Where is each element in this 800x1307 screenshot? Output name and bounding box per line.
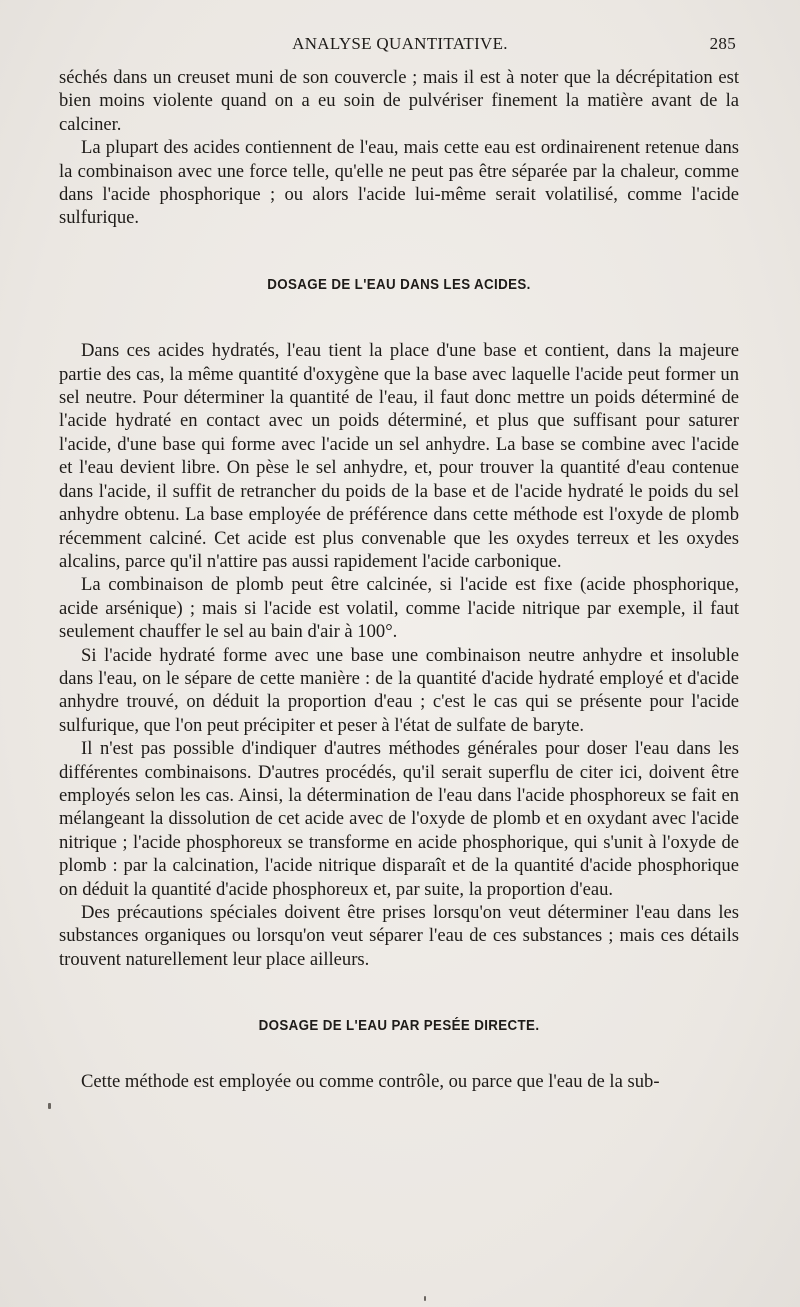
paragraph: séchés dans un creuset muni de son couvercle ; mais il est à noter que la décrépitation est bien moins violente quand on a eu soin de pulvériser finement la matière avant de la calciner. — [59, 67, 739, 135]
running-title: ANALYSE QUANTITATIVE. — [292, 34, 508, 53]
paragraph: Si l'acide hydraté forme avec une base une combinaison neutre anhydre et insoluble dans l'eau, on le sépare de cette manière : de la quantité d'acide hydraté employé et d'acide anhydre trouvé, on déduit la proportion d'eau ; c'est le cas qui se présente pour l'acide sulfurique, que l'on peut précipiter et peser à l'état de sulfate de baryte. — [59, 644, 739, 736]
section-heading-acids: DOSAGE DE L'EAU DANS LES ACIDES. — [267, 276, 531, 293]
section-heading-direct-weighing: DOSAGE DE L'EAU PAR PESÉE DIRECTE. — [258, 1018, 540, 1035]
paragraph: Cette méthode est employée ou comme contrôle, ou parce que l'eau de la sub- — [81, 1070, 660, 1092]
paragraph: Des précautions spéciales doivent être prises lorsqu'on veut déterminer l'eau dans les substances organiques ou lorsqu'on veut séparer l'eau de ces substances ; mais ces détails trouvent naturellement leur place ailleurs. — [59, 902, 739, 970]
body-text — [59, 66, 739, 1093]
paragraph: Il n'est pas possible d'indiquer d'autres méthodes générales pour doser l'eau dans les différentes combinaisons. D'autres procédés, qu'il serait superflu de citer ici, doivent être employés selon les cas. Ainsi, la détermination de l'eau dans l'acide phosphoreux se fait en mélangeant la dissolution de cet acide avec de l'oxyde de plomb et en oxydant avec l'acide nitrique ; l'acide phosphoreux se transforme en acide phosphorique, qui s'unit à l'oxyde de plomb : par la calcination, l'acide nitrique disparaît et de la quantité d'acide phosphorique on déduit la quantité d'acide phosphoreux et, par suite, la proportion d'eau. — [59, 738, 739, 900]
paragraph: Dans ces acides hydratés, l'eau tient la place d'une base et contient, dans la majeure partie des cas, la même quantité d'oxygène que la base avec laquelle l'acide peut former un sel neutre. Pour déterminer la quantité de l'eau, il faut donc mettre un poids déterminé de l'acide hydraté en contact avec un poids déterminé, et plus que suffisant pour saturer l'acide, d'une base qui forme avec l'acide un sel anhydre. La base se combine avec l'acide et l'eau devient libre. On pèse le sel anhydre, et, pour trouver la quantité d'eau contenue dans l'acide, il suffit de retrancher du poids de la base et de l'acide hydraté le poids du sel anhydre obtenu. La base employée de préférence dans cette méthode est l'oxyde de plomb récemment calciné. Cet acide est plus convenable que les oxydes terreux et les oxydes alcalins, parce qu'il n'attire pas aussi rapidement l'acide carbonique. — [59, 340, 739, 572]
paper-speck — [424, 1296, 426, 1301]
paper-speck — [48, 1103, 51, 1109]
paragraph: La combinaison de plomb peut être calcinée, si l'acide est fixe (acide phosphorique, acide arsénique) ; mais si l'acide est volatil, comme l'acide nitrique par exemple, il faut seulement chauffer le sel au bain d'air à 100°. — [59, 574, 739, 643]
paragraph: La plupart des acides contiennent de l'eau, mais cette eau est ordinairenent retenue dans la combinaison avec une force telle, qu'elle ne peut pas être séparée par la chaleur, comme dans l'acide phosphorique ; ou alors l'acide lui-même serait volatilisé, comme l'acide sulfurique. — [59, 137, 739, 229]
running-header — [60, 34, 740, 58]
page-number: 285 — [709, 34, 736, 53]
